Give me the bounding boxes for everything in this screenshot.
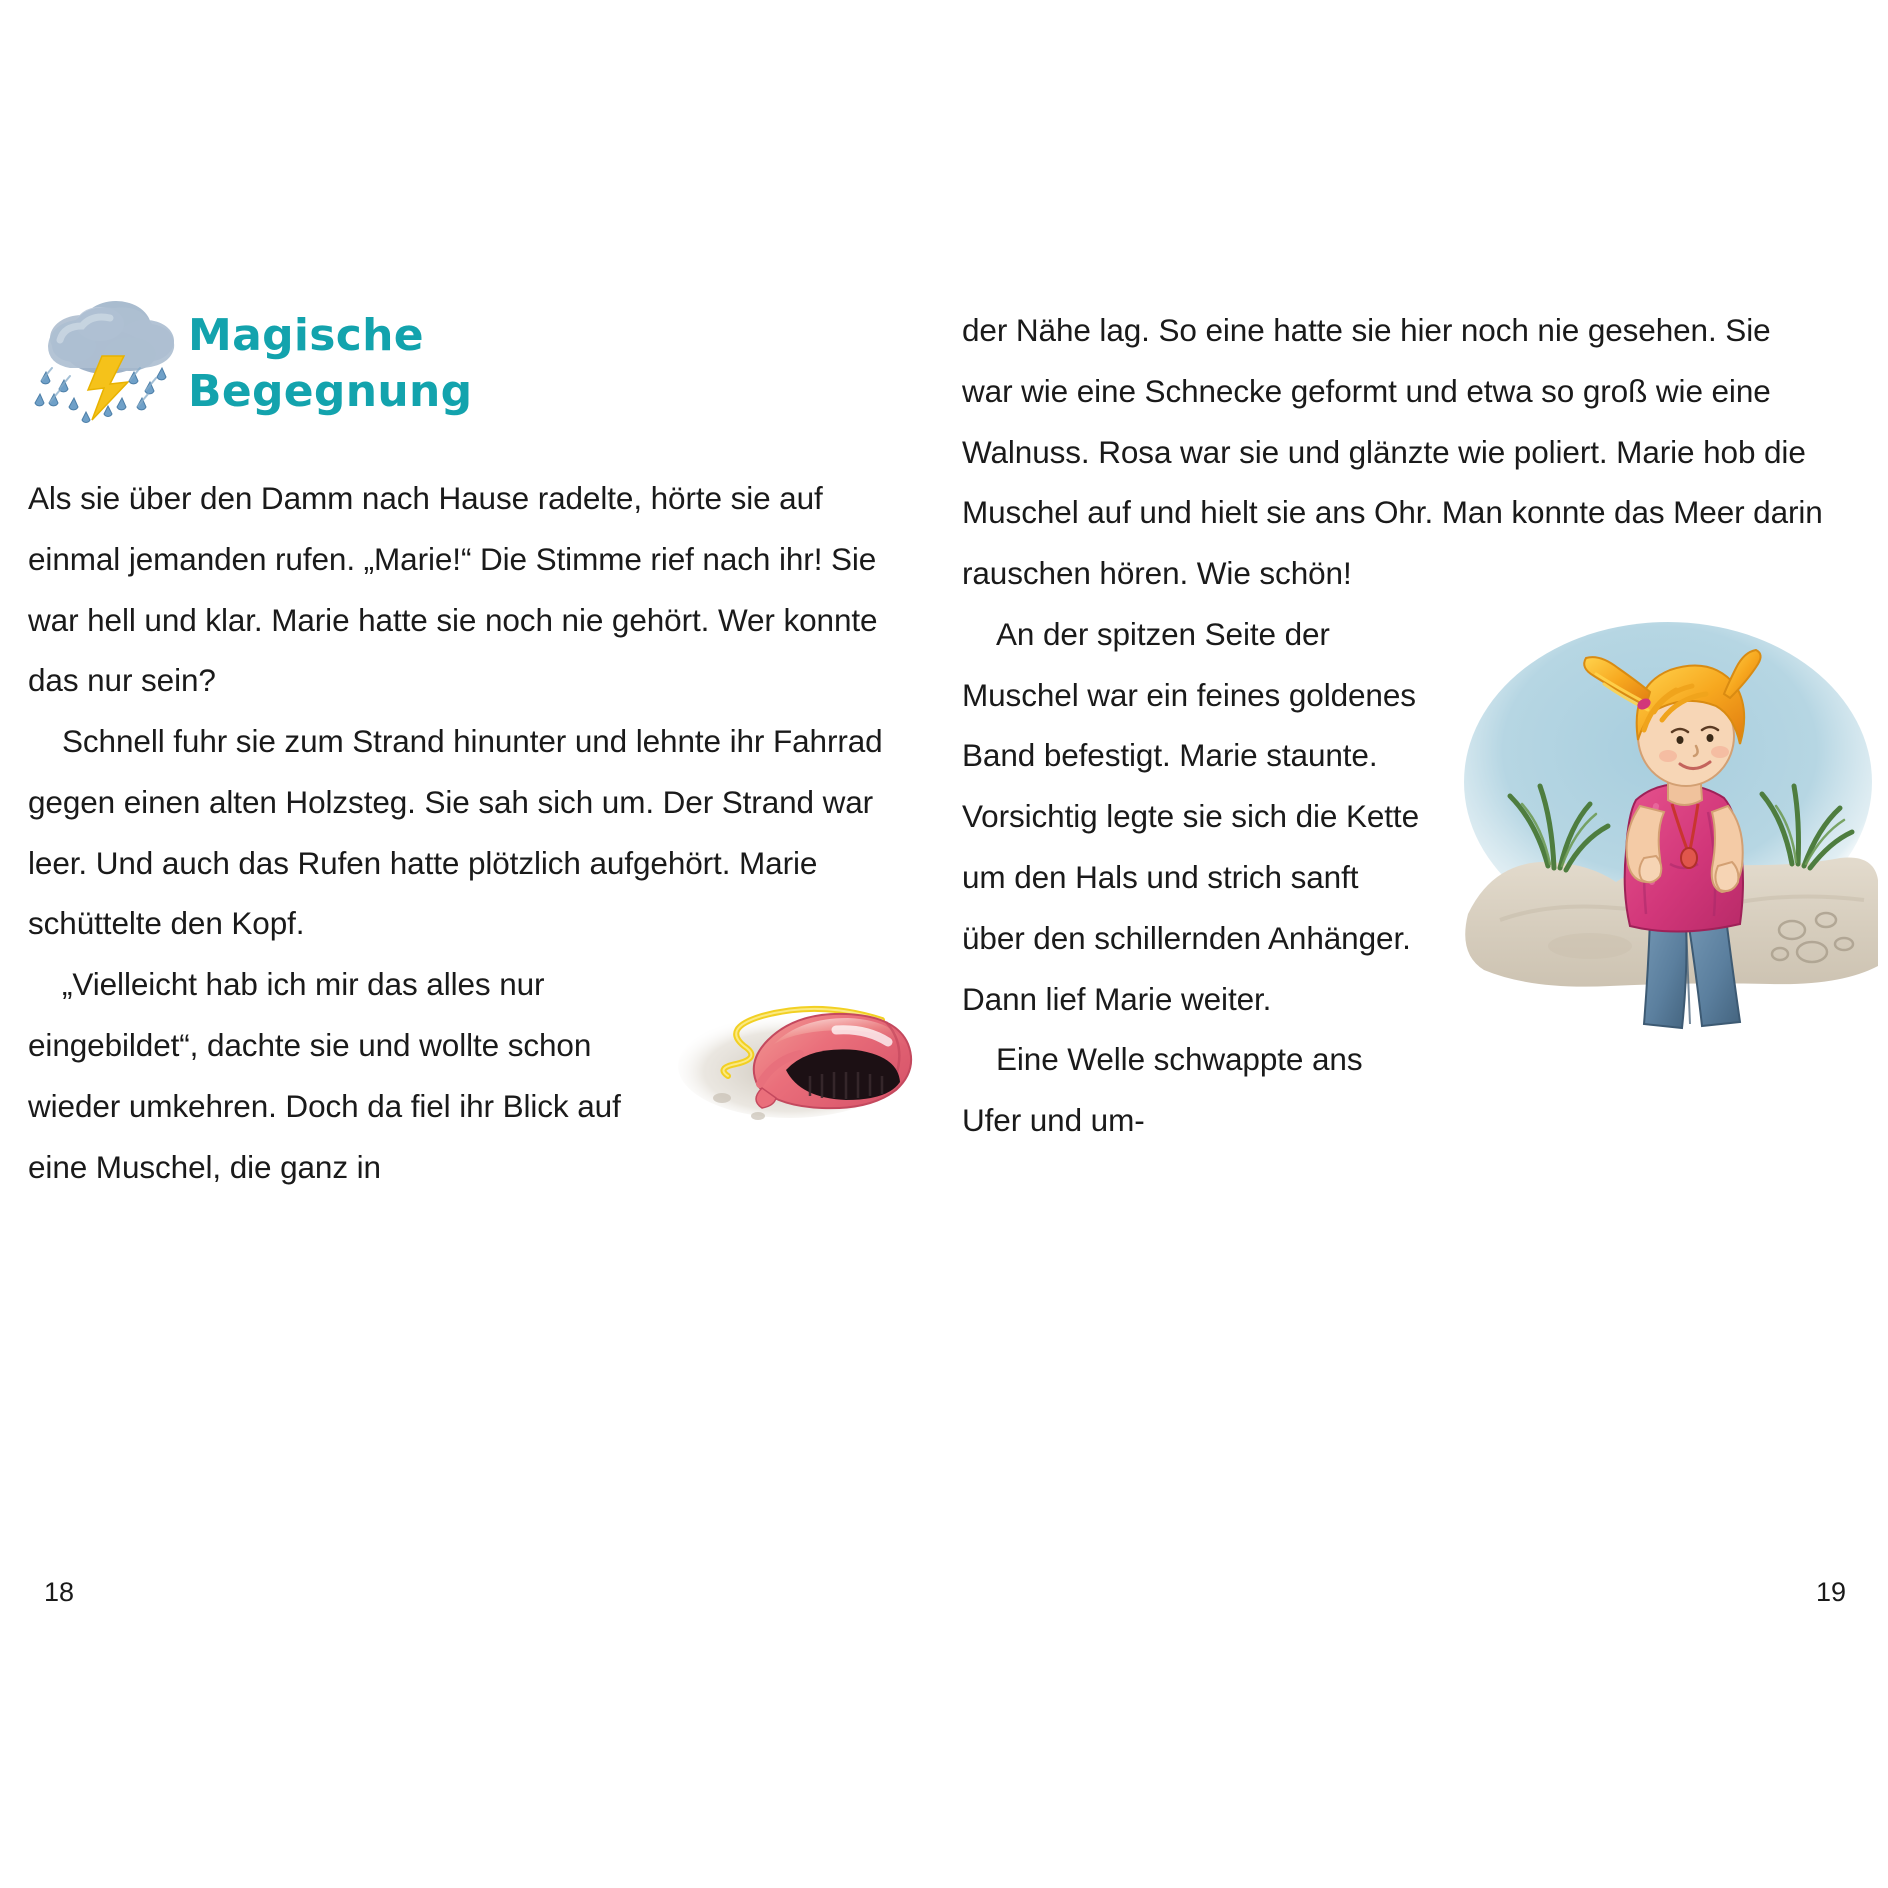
chapter-title-line-2: Begegnung xyxy=(188,366,473,418)
chapter-header xyxy=(28,300,884,450)
paragraph: der Nähe lag. So eine hatte sie hier noch nie gesehen. Sie war wie eine Schnecke geformt und etwa so groß wie eine Walnuss. Rosa war sie und glänzte wie poliert. Marie hob die Muschel auf und hielt sie ans Ohr. Man konnte das Meer darin rauschen hören. Wie schön! xyxy=(962,312,1823,592)
page-number-left: 18 xyxy=(44,1577,75,1607)
left-page-body xyxy=(28,468,884,1197)
paragraph: Als sie über den Damm nach Hause radelte, hörte sie auf einmal jemanden rufen. „Marie!“ Die Stimme rief nach ihr! Sie war hell und klar. Marie hatte sie noch nie gehört. Wer konnte das nur sein? xyxy=(28,480,878,699)
paragraph: Schnell fuhr sie zum Strand hinunter und lehnte ihr Fahrrad gegen einen alten Holzsteg. Sie sah sich um. Der Strand war leer. Und auch das Rufen hatte plötzlich aufgehört. Marie schüttelte den Kopf. xyxy=(28,723,883,942)
chapter-title xyxy=(188,308,472,421)
girl-on-beach-with-shell-necklace-illustration xyxy=(1440,614,1880,1034)
paragraph: „Vielleicht hab ich mir das alles nur eingebildet“, dachte sie und wollte schon wieder umkehren. Doch da fiel ihr Blick auf eine Muschel, die ganz in xyxy=(28,966,621,1185)
storm-cloud-icon xyxy=(30,294,190,424)
paragraph: Eine Welle schwappte ans Ufer und um- xyxy=(962,1041,1363,1139)
page-number-right: 19 xyxy=(1815,1577,1846,1607)
right-page-body xyxy=(962,300,1828,1151)
shell-with-golden-chain-illustration xyxy=(650,958,920,1133)
right-page xyxy=(944,0,1888,1888)
paragraph: An der spitzen Seite der Muschel war ein feines goldenes Band befestigt. Marie staunte. Vorsichtig legte sie sich die Kette um den Hals und strich sanft über den schillernden Anhänger. Dann lief Marie weiter. xyxy=(962,615,1420,1017)
chapter-title-line-1: Magische xyxy=(188,310,424,361)
